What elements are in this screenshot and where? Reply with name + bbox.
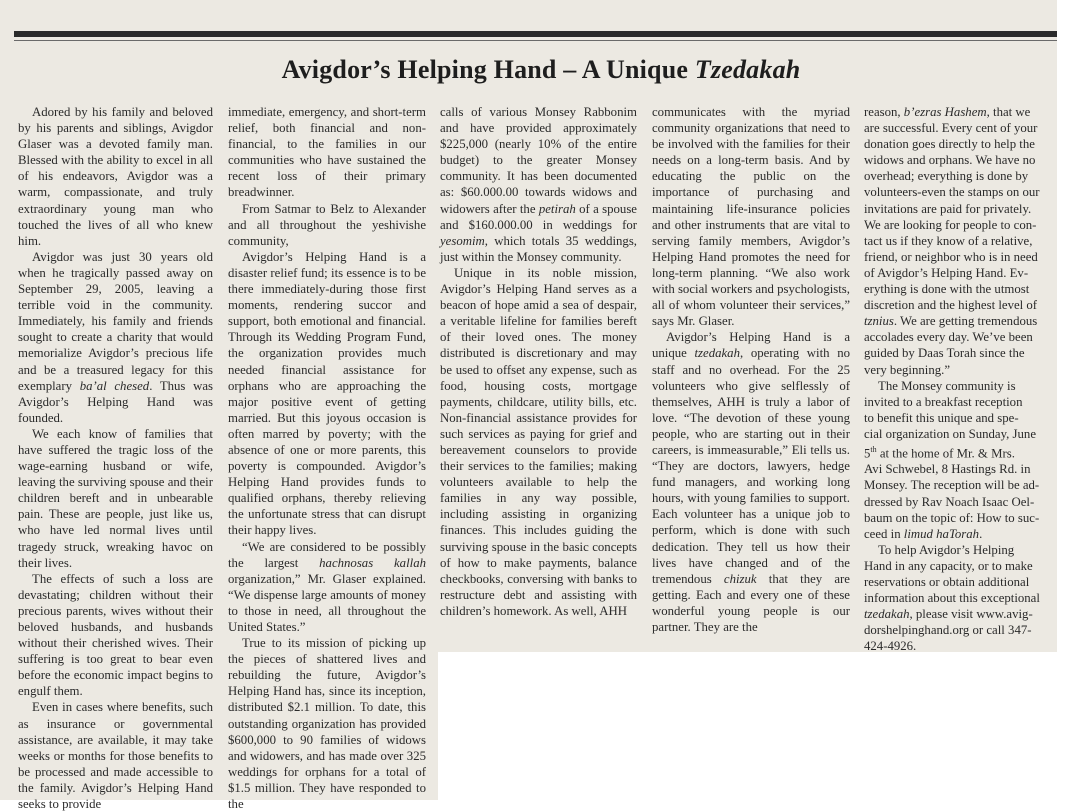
headline-italic: Tzedakah: [694, 55, 801, 84]
paragraph: Avigdor’s Helping Hand is a disaster relief fund; its essence is to be there immediately-during those first moments, rendering succor and support, both emotional and financial. Through its Wedding Program Fund, the organization provides much needed financial assistance for orphans who are approaching the major positive event of getting married. But this joyous occasion is often marred by poverty; with the absence of one or more parents, this poverty is compounded. Avigdor’s Helping Hand provides funds to qualified orphans, thereby relieving the unfortunate stress that can disrupt their happy lives.: [228, 249, 426, 538]
text-line: tact us if they know of a relative,: [864, 233, 1033, 248]
paragraph: The effects of such a loss are devastating; children without their precious parents, wives without their beloved husbands, and husbands without their cherished wives. Their suffering is too great to bear even before the economic impact begins to engulf them.: [18, 571, 213, 699]
text-line: Monsey. The reception will be ad-: [864, 478, 1040, 493]
text-line: tzedakah, please visit www.avig-: [864, 607, 1033, 622]
text-line: tznius. We are getting tremendous: [864, 314, 1038, 329]
text-line: cial organization on Sunday, June: [864, 426, 1037, 441]
top-rule: [14, 31, 1057, 37]
text-line: of Avigdor’s Helping Hand. Ev-: [864, 265, 1029, 280]
italic-term: tzedakah: [694, 346, 740, 361]
paragraph: True to its mission of picking up the pieces of shattered lives and rebuilding the future, Avigdor’s Helping Hand has, since its inception, distributed $2.1 million. To date, this outstanding organization has provided $600,000 to 90 families of widows and widowers, and has made over 325 weddings for orphans for a total of $1.5 million. They have responded to the: [228, 636, 426, 812]
text-line: dorshelpinghand.org or call 347-: [864, 623, 1032, 638]
column-1: [18, 104, 213, 812]
text-line: reservations or obtain additional: [864, 574, 1030, 589]
paragraph: communicates with the myriad community organizations that need to be involved with the families for their needs on a long-term basis. And by educating the public on the importance of purchasing and maintaining life-insurance policies and other instruments that are vital to serving family members, Avigdor’s Helping Hand promotes the need for long-term planning. “We also work with social workers and psychologists, all of whom volunteer their services,” says Mr. Glaser.: [652, 105, 850, 329]
column-3: [440, 104, 637, 652]
text-line: 5th at the home of Mr. & Mrs.: [864, 444, 1015, 461]
top-rule-thin: [14, 40, 1057, 41]
italic-term: ba’al chesed: [79, 378, 150, 393]
paragraph: Adored by his family and beloved by his parents and siblings, Avigdor Glaser was a devoted family man. Blessed with the ability to excel in all of his endeavors, Avigdor was a warm, compassionate, and truly extraordinary young man who touched the lives of all who knew him.: [18, 105, 213, 248]
text-line: accolades every day. We’ve been: [864, 330, 1033, 345]
text-line: erything is done with the utmost: [864, 282, 1030, 297]
text-line: to benefit this unique and spe-: [864, 410, 1019, 425]
text-line: Avi Schwebel, 8 Hastings Rd. in: [864, 462, 1031, 477]
paragraph: calls of various Monsey Rabbonim and have provided approximately $225,000 (nearly 10% of the entire budget) to the greater Monsey community. It has been documented as: $60.000.00 towards widows and widowers after the petirah of a spouse and $160.000.00 in weddings for yesomim, which totals 35 weddings, just within the Monsey community.: [440, 105, 637, 264]
text-line: overhead; everything is done by: [864, 169, 1029, 184]
text-line: volunteers-even the stamps on our: [864, 185, 1040, 200]
blank-area: [438, 652, 1082, 800]
text-line: widows and orphans. We have no: [864, 153, 1036, 168]
italic-term: yesomim: [440, 233, 485, 248]
text-line: Hand in any capacity, or to make: [864, 558, 1033, 573]
column-2: [228, 104, 426, 812]
paragraph: We each know of families that have suffered the tragic loss of the wage-earning husband or wife, leaving the surviving spouse and their children bereft and in unbearable pain. These are people, just like us, who have led normal lives until tragedy struck, wreaking havoc on their lives.: [18, 426, 213, 570]
text-line: discretion and the highest level of: [864, 298, 1038, 313]
paragraph: Avigdor’s Helping Hand is a unique tzedakah, operating with no staff and no overhead. For the 25 volunteers who give selflessly of themselves, AHH is truly a labor of love. “The devotion of these young people, who are starting out in their careers, is immeasurable,” Eli tells us. “They are doctors, lawyers, hedge fund managers, and working long hours, with young families to support. Each volunteer has a unique job to perform, which is done with such dedication. They tell us how their lives have changed and of the tremendous chizuk that they are getting. Each and every one of these wonderful young people is our partner. They are the: [652, 330, 851, 634]
text-line: friend, or neighbor who is in need: [864, 249, 1038, 264]
paragraph: immediate, emergency, and short-term relief, both financial and non-financial, to the families in our communities who have sustained the recent loss of their primary breadwinner.: [228, 105, 426, 200]
text-line: donation goes directly to help the: [864, 137, 1035, 152]
text-line: information about this exceptional: [864, 591, 1040, 606]
article-headline: [0, 55, 1082, 85]
text-line: invited to a breakfast reception: [864, 394, 1023, 409]
column-5: [864, 104, 1058, 652]
text-line: 424-4926.: [864, 639, 917, 654]
paragraph: Avigdor was just 30 years old when he tragically passed away on September 29, 2005, leaving a terrible void in the community. Immediately, his family and friends sought to create a charity that would memorialize Avigdor’s precious life and be a treasured legacy for this exemplary ba’al chesed. Thus was Avigdor’s Helping Hand was founded.: [18, 249, 213, 425]
text-line: guided by Daas Torah since the: [864, 346, 1025, 361]
paragraph: Even in cases where benefits, such as insurance or governmental assistance, are available, it may take weeks or months for those benefits to be processed and made accessible to the family. Avigdor’s Helping Hand seeks to provide: [18, 700, 213, 812]
text-line: baum on the topic of: How to suc-: [864, 510, 1040, 525]
column-4: [652, 104, 850, 652]
text-line: very beginning.”: [864, 362, 950, 377]
headline-main: Avigdor’s Helping Hand – A Unique: [281, 55, 695, 84]
italic-term: petirah: [538, 201, 576, 216]
text-line: To help Avigdor’s Helping: [878, 542, 1015, 557]
paragraph: “We are considered to be possibly the largest hachnosas kallah organization,” Mr. Glaser explained. “We dispense large amounts of money to those in need, all throughout the United States.”: [228, 539, 426, 634]
text-line: We are looking for people to con-: [864, 217, 1037, 232]
text-line: invitations are paid for privately.: [864, 201, 1032, 216]
text-line: reason, b’ezras Hashem, that we: [864, 105, 1031, 119]
text-line: are successful. Every cent of your: [864, 121, 1038, 136]
paragraph: From Satmar to Belz to Alexander and all throughout the yeshivishe community,: [228, 201, 426, 248]
text-line: dressed by Rav Noach Isaac Oel-: [864, 494, 1035, 509]
italic-term: chizuk: [723, 571, 757, 586]
paragraph: Unique in its noble mission, Avigdor’s Helping Hand serves as a beacon of hope amid a sea of despair, a veritable lifeline for families bereft of their loved ones. The money distributed is discretionary and may be used to offset any expense, such as food, housing costs, mortgage payments, childcare, utility bills, etc. Non-financial assistance provides for such services as paying for grief and bereavement counselors to provide their services to the families; making volunteers available to help the families in any way possible, including assisting in organizing finances. This includes guiding the surviving spouse in the basic concepts of how to make payments, balance checkbooks, conversing with banks to restructure debt and assisting with children’s homework. As well, AHH: [440, 265, 637, 618]
text-line: The Monsey community is: [878, 378, 1016, 393]
text-line: ceed in limud haTorah.: [864, 526, 983, 541]
italic-term: hachnosas kallah: [319, 555, 426, 570]
